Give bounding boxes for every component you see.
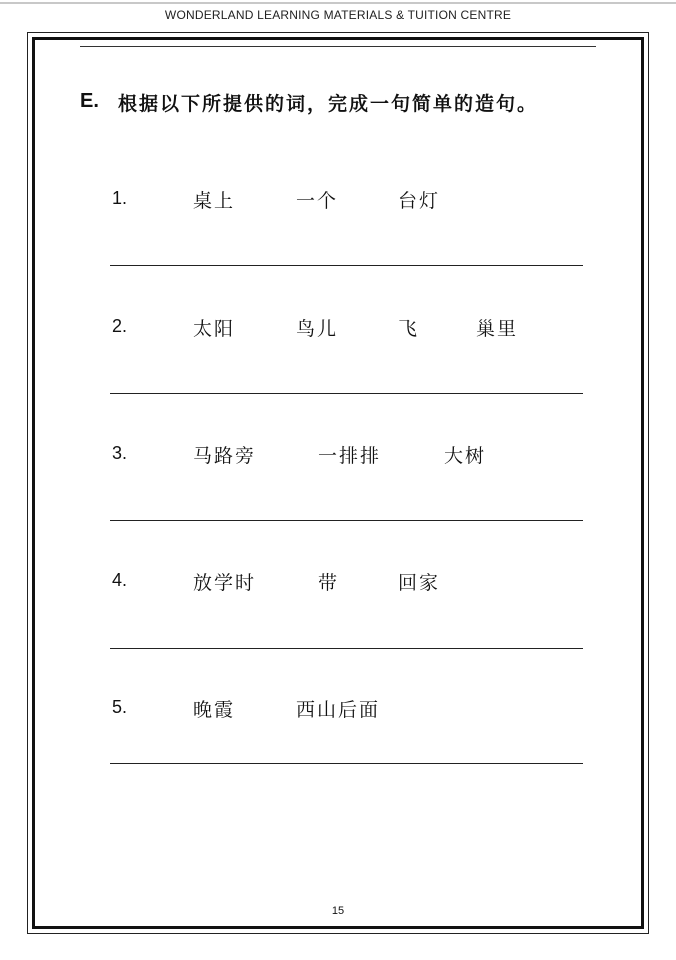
section-instruction: 根据以下所提供的词，完成一句简单的造句。 — [118, 93, 539, 115]
question-word: 一排排 — [318, 445, 382, 467]
question-word: 台灯 — [398, 190, 441, 212]
question-word: 鸟儿 — [296, 318, 339, 340]
frame-top-line — [80, 46, 596, 47]
answer-line — [110, 648, 583, 649]
question-word: 马路旁 — [193, 445, 257, 467]
question-number: 2. — [112, 316, 128, 336]
question-word: 晚霞 — [193, 699, 236, 721]
question-word: 放学时 — [193, 572, 257, 594]
page-header: WONDERLAND LEARNING MATERIALS & TUITION CENTRE — [164, 8, 512, 22]
answer-line — [110, 265, 583, 266]
question-word: 带 — [318, 572, 340, 594]
answer-line — [110, 520, 583, 521]
question-word: 太阳 — [193, 318, 236, 340]
question-word: 飞 — [398, 318, 420, 340]
section-letter: E. — [80, 90, 99, 112]
question-word: 回家 — [398, 572, 441, 594]
top-rule — [0, 2, 676, 4]
question-word: 大树 — [444, 445, 487, 467]
question-number: 1. — [112, 188, 128, 208]
question-word: 一个 — [296, 190, 339, 212]
answer-line — [110, 763, 583, 764]
question-word: 西山后面 — [296, 699, 381, 721]
page-frame-inner — [32, 37, 644, 929]
answer-line — [110, 393, 583, 394]
question-word: 巢里 — [476, 318, 519, 340]
question-word: 桌上 — [193, 190, 236, 212]
page-number: 15 — [331, 905, 345, 917]
question-number: 4. — [112, 570, 128, 590]
question-number: 3. — [112, 443, 128, 463]
question-number: 5. — [112, 697, 128, 717]
